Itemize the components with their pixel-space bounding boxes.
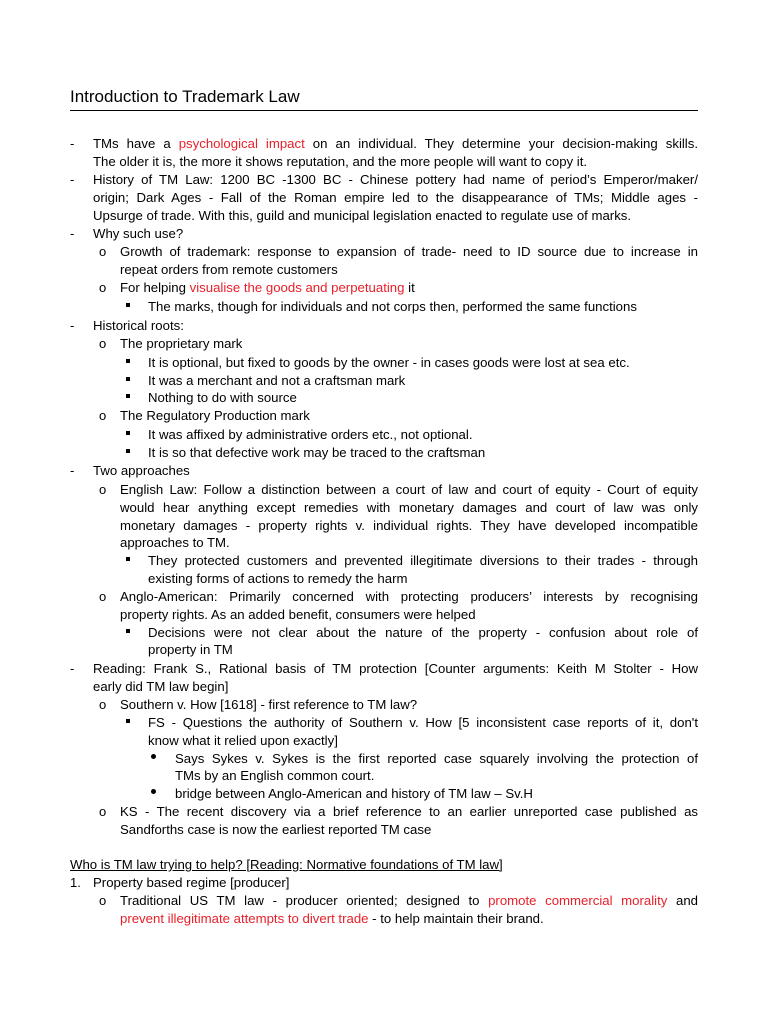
text-line: KS - The recent discovery via a brief reference to an earlier unreported case published as — [120, 804, 698, 819]
square-bullet-icon — [126, 303, 130, 307]
text-line: TMs by an English common court. — [175, 768, 375, 783]
text-line: FS - Questions the authority of Southern v. How [5 inconsistent case reports of it, don't — [148, 715, 698, 730]
text-line: Decisions were not clear about the nature of the property - confusion about role of — [148, 625, 698, 640]
text-line: know what it relied upon exactly] — [148, 733, 338, 748]
circle-marker: o — [99, 893, 107, 908]
text-line: It is optional, but fixed to goods by the owner - in cases goods were lost at sea etc. — [148, 355, 630, 370]
text-line: monetary damages - property rights v. individual rights. They have developed incompatible — [120, 518, 698, 533]
text-line: would hear anything except remedies with monetary damages and court of law was only — [120, 500, 698, 515]
text-line: prevent illegitimate attempts to divert trade - to help maintain their brand. — [120, 911, 544, 926]
text-line: It is so that defective work may be traced to the craftsman — [148, 445, 486, 460]
text-line: English Law: Follow a distinction between a court of law and court of equity - Court of equity — [120, 482, 698, 497]
circle-marker: o — [99, 697, 107, 712]
text-line: Growth of trademark: response to expansion of trade- need to ID source due to increase in — [120, 244, 698, 259]
round-bullet-icon — [151, 789, 156, 794]
text-line: Traditional US TM law - producer oriented; designed to promote commercial morality and — [120, 893, 698, 908]
text-line: For helping visualise the goods and perpetuating it — [120, 280, 415, 295]
dash-marker: - — [70, 172, 75, 187]
text-line: It was a merchant and not a craftsman mark — [148, 373, 406, 388]
text-line: The Regulatory Production mark — [120, 408, 310, 423]
text-line: bridge between Anglo-American and history of TM law – Sv.H — [175, 786, 533, 801]
text-line: Says Sykes v. Sykes is the first reported case squarely involving the protection of — [175, 751, 698, 766]
square-bullet-icon — [126, 394, 130, 398]
text-line: Anglo-American: Primarily concerned with protecting producers’ interests by recognising — [120, 589, 698, 604]
text-line: Reading: Frank S., Rational basis of TM protection [Counter arguments: Keith M Stolter - How — [93, 661, 698, 676]
text-line: Historical roots: — [93, 318, 184, 333]
text-line: Nothing to do with source — [148, 390, 297, 405]
text-line: Sandforths case is now the earliest reported TM case — [120, 822, 432, 837]
square-bullet-icon — [126, 719, 130, 723]
text-line: The marks, though for individuals and not corps then, performed the same functions — [148, 299, 637, 314]
text-line: They protected customers and prevented illegitimate diversions to their trades - through — [148, 553, 698, 568]
round-bullet-icon — [151, 754, 156, 759]
circle-marker: o — [99, 280, 107, 295]
circle-marker: o — [99, 336, 107, 351]
text-line: property in TM — [148, 642, 233, 657]
square-bullet-icon — [126, 431, 130, 435]
circle-marker: o — [99, 589, 107, 604]
text-line: The proprietary mark — [120, 336, 243, 351]
text-line: approaches to TM. — [120, 535, 230, 550]
text-line: property rights. As an added benefit, consumers were helped — [120, 607, 476, 622]
square-bullet-icon — [126, 557, 130, 561]
circle-marker: o — [99, 804, 107, 819]
circle-marker: o — [99, 244, 107, 259]
text-line: It was affixed by administrative orders etc., not optional. — [148, 427, 473, 442]
dash-marker: - — [70, 318, 75, 333]
circle-marker: o — [99, 482, 107, 497]
list-number: 1. — [70, 875, 81, 890]
text-line: Why such use? — [93, 226, 184, 241]
text-line: History of TM Law: 1200 BC -1300 BC - Chinese pottery had name of period’s Emperor/maker/ — [93, 172, 698, 187]
dash-marker: - — [70, 463, 75, 478]
square-bullet-icon — [126, 377, 130, 381]
square-bullet-icon — [126, 629, 130, 633]
text-line: Two approaches — [93, 463, 190, 478]
circle-marker: o — [99, 408, 107, 423]
square-bullet-icon — [126, 359, 130, 363]
text-line: The older it is, the more it shows reputation, and the more people will want to copy it. — [93, 154, 588, 169]
text-line: Property based regime [producer] — [93, 875, 290, 890]
text-line: origin; Dark Ages - Fall of the Roman empire led to the disappearance of TMs; Middle ages - — [93, 190, 698, 205]
text-line: Southern v. How [1618] - first reference to TM law? — [120, 697, 418, 712]
text-line: existing forms of actions to remedy the harm — [148, 571, 408, 586]
dash-marker: - — [70, 661, 75, 676]
text-line: early did TM law begin] — [93, 679, 229, 694]
dash-marker: - — [70, 226, 75, 241]
text-line: repeat orders from remote customers — [120, 262, 338, 277]
text-line: TMs have a psychological impact on an individual. They determine your decision-making skills. — [93, 136, 698, 151]
dash-marker: - — [70, 136, 75, 151]
text-line: Upsurge of trade. With this, guild and municipal legislation enacted to regulate use of marks. — [93, 208, 632, 223]
square-bullet-icon — [126, 449, 130, 453]
section-heading: Who is TM law trying to help? [Reading: Normative foundations of TM law] — [70, 857, 503, 872]
page-title: Introduction to Trademark Law — [70, 86, 698, 111]
